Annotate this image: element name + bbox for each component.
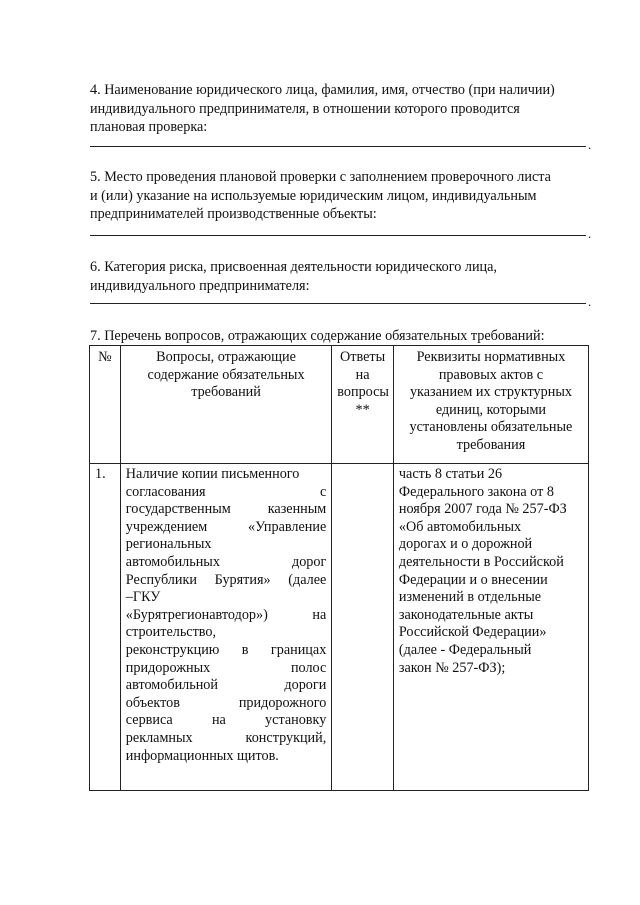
- header-questions-line: требований: [191, 384, 261, 401]
- section-5-line: и (или) указание на используемые юридическим лицом, индивидуальным: [90, 187, 537, 204]
- header-number: №: [90, 346, 121, 464]
- header-questions: [120, 346, 332, 464]
- question-line: объектов придорожного: [125, 694, 327, 711]
- header-answers-line: вопросы: [337, 384, 389, 401]
- question-line: государственным казенным: [125, 501, 327, 518]
- question-line: автомобильных дорог: [125, 553, 327, 570]
- requisite-line: Федерации и о внесении: [398, 571, 548, 588]
- header-questions-line: содержание обязательных: [147, 366, 305, 383]
- header-answers-line: на: [355, 366, 370, 383]
- section-5-end-mark: .: [588, 226, 592, 241]
- row-question: [120, 464, 332, 791]
- row-requisites: [393, 464, 588, 791]
- question-line: согласования с: [125, 483, 327, 500]
- question-line: учреждением «Управление: [125, 518, 327, 535]
- section-4-blank-line: [90, 146, 586, 147]
- table-row: [90, 464, 589, 791]
- requisite-line: «Об автомобильных: [398, 518, 522, 535]
- question-line: реконструкцию в границах: [125, 641, 327, 658]
- section-6-end-mark: .: [588, 294, 592, 309]
- section-5-text: [90, 168, 590, 224]
- section-5-blank-line: [90, 235, 586, 236]
- section-4-line: плановая проверка:: [90, 119, 208, 135]
- question-line: –ГКУ: [125, 589, 161, 606]
- requisite-line: закон № 257-ФЗ);: [398, 659, 506, 676]
- question-line: рекламных конструкций,: [125, 729, 327, 746]
- section-4-line: индивидуального предпринимателя, в отношении которого проводится: [90, 100, 520, 117]
- question-line: информационных щитов.: [125, 747, 279, 764]
- requisite-line: (далее - Федеральный: [398, 641, 532, 658]
- section-6-text: [90, 258, 590, 295]
- header-requisites-line: установлены обязательные: [409, 419, 573, 436]
- table-header-row: [90, 346, 589, 464]
- section-6-line: 6. Категория риска, присвоенная деятельности юридического лица,: [90, 259, 497, 275]
- question-line: придорожных полос: [125, 659, 327, 676]
- section-6-blank-line: [90, 303, 586, 304]
- requisite-line: дорогах и о дорожной: [398, 536, 533, 553]
- section-5-line: предпринимателей производственные объекты:: [90, 206, 377, 222]
- header-requisites: [393, 346, 588, 464]
- section-4-end-mark: .: [588, 137, 592, 152]
- section-5-line: 5. Место проведения плановой проверки с заполнением проверочного листа: [90, 169, 551, 185]
- question-line: «Бурятрегионавтодор») на: [125, 606, 327, 623]
- header-answers: [332, 346, 394, 464]
- requisite-line: деятельности в Российской: [398, 553, 564, 570]
- requisite-line: Федерального закона от 8: [398, 483, 554, 500]
- question-line: автомобильной дороги: [125, 677, 327, 694]
- section-4-line: 4. Наименование юридического лица, фамилия, имя, отчество (при наличии): [90, 82, 555, 98]
- row-answer: [332, 464, 394, 791]
- question-line: сервиса на установку: [125, 712, 327, 729]
- requisite-line: Российской Федерации»: [398, 624, 547, 641]
- header-answers-line: Ответы: [340, 349, 386, 365]
- requisite-line: ноября 2007 года № 257-ФЗ: [398, 501, 567, 518]
- header-requisites-line: указанием их структурных: [409, 384, 572, 401]
- header-answers-line: **: [355, 401, 370, 418]
- header-requisites-line: Реквизиты нормативных: [416, 349, 566, 365]
- section-7-title: 7. Перечень вопросов, отражающих содержание обязательных требований:: [90, 328, 545, 344]
- header-questions-line: Вопросы, отражающие: [156, 349, 296, 365]
- question-line: региональных: [125, 536, 212, 553]
- header-requisites-line: требования: [456, 436, 526, 453]
- requirements-table: [89, 345, 589, 791]
- header-requisites-line: единиц, которыми: [435, 401, 547, 418]
- header-requisites-line: правовых актов с: [438, 366, 544, 383]
- row-number: 1.: [90, 464, 121, 791]
- question-line: Республики Бурятия» (далее: [125, 571, 327, 588]
- section-4-text: [90, 81, 590, 137]
- requisite-line: законодательные акты: [398, 606, 534, 623]
- question-line: строительство,: [125, 624, 217, 641]
- requisite-line: часть 8 статьи 26: [398, 466, 503, 482]
- question-line: Наличие копии письменного: [125, 466, 300, 482]
- section-6-line: индивидуального предпринимателя:: [90, 277, 310, 294]
- requisite-line: изменений в отдельные: [398, 589, 542, 606]
